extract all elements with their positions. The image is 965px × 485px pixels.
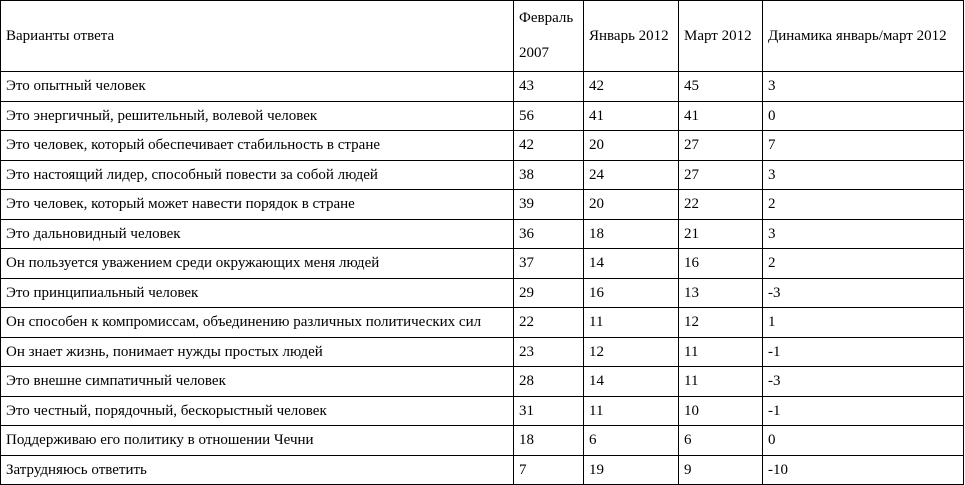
- table-row: [1, 219, 964, 249]
- cell-dynamics: 3: [763, 219, 964, 249]
- cell-feb2007: 42: [514, 131, 584, 161]
- header-feb2007-line2: 2007: [519, 45, 549, 61]
- cell-mar2012: 16: [679, 249, 763, 279]
- cell-jan2012: 20: [584, 131, 679, 161]
- cell-mar2012: 11: [679, 337, 763, 367]
- table-row: [1, 278, 964, 308]
- cell-option: Это энергичный, решительный, волевой человек: [1, 101, 514, 131]
- table-row: [1, 160, 964, 190]
- cell-jan2012: 14: [584, 367, 679, 397]
- cell-dynamics: -3: [763, 367, 964, 397]
- cell-mar2012: 10: [679, 396, 763, 426]
- cell-option: Затрудняюсь ответить: [1, 455, 514, 485]
- cell-mar2012: 27: [679, 131, 763, 161]
- cell-jan2012: 11: [584, 308, 679, 338]
- table-row: [1, 131, 964, 161]
- cell-jan2012: 11: [584, 396, 679, 426]
- cell-jan2012: 41: [584, 101, 679, 131]
- table-row: [1, 190, 964, 220]
- table-row: [1, 72, 964, 102]
- cell-feb2007: 56: [514, 101, 584, 131]
- cell-feb2007: 28: [514, 367, 584, 397]
- cell-option: Он знает жизнь, понимает нужды простых людей: [1, 337, 514, 367]
- table-row: [1, 426, 964, 456]
- cell-feb2007: 22: [514, 308, 584, 338]
- header-mar2012: Март 2012: [679, 1, 763, 72]
- cell-mar2012: 12: [679, 308, 763, 338]
- cell-dynamics: 7: [763, 131, 964, 161]
- cell-feb2007: 29: [514, 278, 584, 308]
- cell-feb2007: 23: [514, 337, 584, 367]
- table-row: [1, 367, 964, 397]
- table-body: [1, 1, 964, 485]
- cell-dynamics: 3: [763, 72, 964, 102]
- table-row: [1, 101, 964, 131]
- cell-option: Это человек, который может навести порядок в стране: [1, 190, 514, 220]
- cell-dynamics: 3: [763, 160, 964, 190]
- cell-option: Это опытный человек: [1, 72, 514, 102]
- cell-option: Это честный, порядочный, бескорыстный человек: [1, 396, 514, 426]
- cell-dynamics: -1: [763, 337, 964, 367]
- header-feb2007: [514, 1, 584, 72]
- cell-feb2007: 36: [514, 219, 584, 249]
- cell-dynamics: 2: [763, 249, 964, 279]
- table-row: [1, 308, 964, 338]
- cell-jan2012: 16: [584, 278, 679, 308]
- cell-jan2012: 24: [584, 160, 679, 190]
- cell-jan2012: 19: [584, 455, 679, 485]
- header-jan2012: Январь 2012: [584, 1, 679, 72]
- cell-mar2012: 6: [679, 426, 763, 456]
- cell-dynamics: -10: [763, 455, 964, 485]
- cell-feb2007: 39: [514, 190, 584, 220]
- cell-mar2012: 45: [679, 72, 763, 102]
- cell-jan2012: 14: [584, 249, 679, 279]
- cell-mar2012: 22: [679, 190, 763, 220]
- cell-dynamics: 2: [763, 190, 964, 220]
- table-row: [1, 337, 964, 367]
- cell-mar2012: 13: [679, 278, 763, 308]
- cell-dynamics: -1: [763, 396, 964, 426]
- table-row: [1, 455, 964, 485]
- cell-mar2012: 27: [679, 160, 763, 190]
- cell-feb2007: 18: [514, 426, 584, 456]
- cell-mar2012: 41: [679, 101, 763, 131]
- header-dynamics: Динамика январь/март 2012: [763, 1, 964, 72]
- cell-feb2007: 7: [514, 455, 584, 485]
- header-option: Варианты ответа: [1, 1, 514, 72]
- cell-mar2012: 21: [679, 219, 763, 249]
- table-row: [1, 396, 964, 426]
- cell-feb2007: 31: [514, 396, 584, 426]
- cell-dynamics: 0: [763, 426, 964, 456]
- cell-feb2007: 37: [514, 249, 584, 279]
- cell-option: Он способен к компромиссам, объединению различных политических сил: [1, 308, 514, 338]
- cell-option: Это внешне симпатичный человек: [1, 367, 514, 397]
- cell-dynamics: -3: [763, 278, 964, 308]
- cell-jan2012: 12: [584, 337, 679, 367]
- cell-option: Поддерживаю его политику в отношении Чечни: [1, 426, 514, 456]
- cell-option: Это человек, который обеспечивает стабильность в стране: [1, 131, 514, 161]
- cell-mar2012: 9: [679, 455, 763, 485]
- cell-dynamics: 1: [763, 308, 964, 338]
- cell-feb2007: 43: [514, 72, 584, 102]
- cell-option: Это принципиальный человек: [1, 278, 514, 308]
- cell-option: Он пользуется уважением среди окружающих меня людей: [1, 249, 514, 279]
- cell-dynamics: 0: [763, 101, 964, 131]
- cell-jan2012: 20: [584, 190, 679, 220]
- table-row: [1, 249, 964, 279]
- cell-jan2012: 18: [584, 219, 679, 249]
- cell-option: Это настоящий лидер, способный повести за собой людей: [1, 160, 514, 190]
- cell-jan2012: 42: [584, 72, 679, 102]
- cell-jan2012: 6: [584, 426, 679, 456]
- header-feb2007-line1: Февраль: [519, 10, 574, 26]
- cell-option: Это дальновидный человек: [1, 219, 514, 249]
- table-header-row: [1, 1, 964, 72]
- cell-mar2012: 11: [679, 367, 763, 397]
- cell-feb2007: 38: [514, 160, 584, 190]
